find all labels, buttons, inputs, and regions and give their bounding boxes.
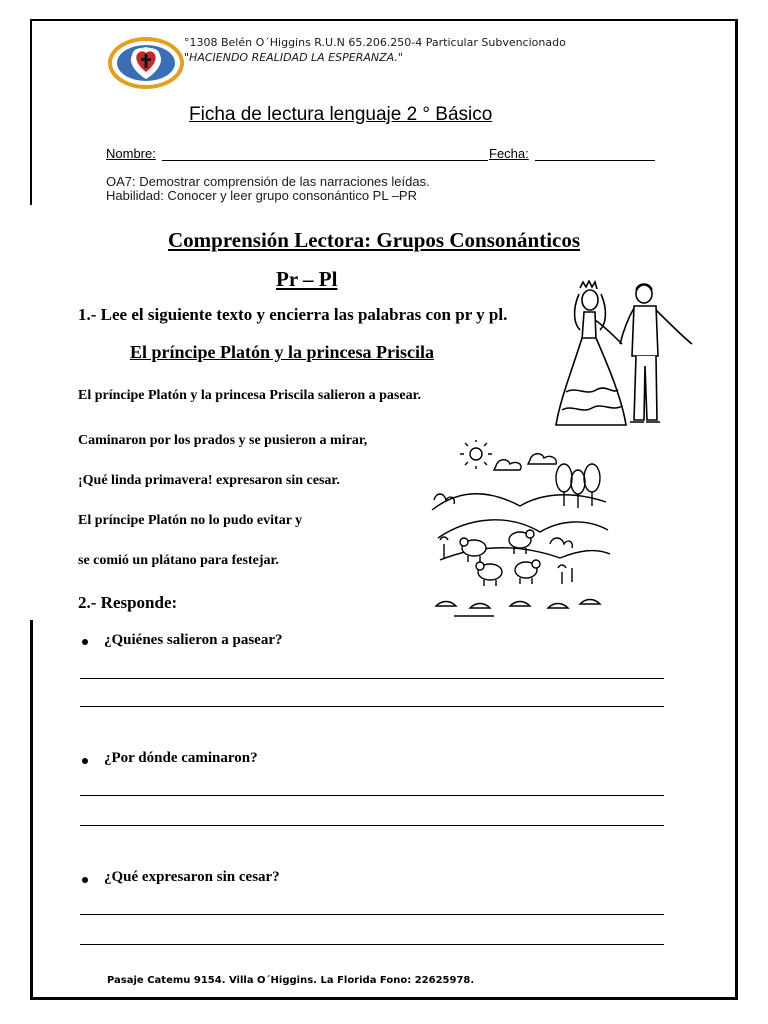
consonant-group-subtitle: Pr – Pl (276, 267, 338, 291)
school-address: Pasaje Catemu 9154. Villa O´Higgins. La Florida Fono: 22625978. (107, 975, 475, 986)
story-line: Caminaron por los prados y se pusieron a mirar, (78, 433, 368, 448)
date-label: Fecha: (489, 146, 529, 161)
learning-objective: OA7: Demostrar comprensión de las narraciones leídas. (106, 174, 430, 189)
instruction-2: 2.- Responde: (78, 593, 178, 612)
answer-line[interactable] (80, 944, 664, 945)
story-line: ¡Qué linda primavera! expresaron sin cesar. (78, 473, 340, 488)
frame-left-lower (30, 620, 33, 1000)
story-line: El príncipe Platón no lo pudo evitar y (78, 513, 303, 528)
answer-line[interactable] (80, 795, 664, 796)
frame-right (735, 19, 738, 1000)
name-field[interactable] (162, 160, 488, 161)
skill-text: Habilidad: Conocer y leer grupo consonántico PL –PR (106, 188, 417, 203)
school-info: °1308 Belén O´Higgins R.U.N 65.206.250-4 Particular Subvencionado (184, 36, 566, 49)
story-line: El príncipe Platón y la princesa Priscila salieron a pasear. (78, 388, 421, 403)
answer-line[interactable] (80, 914, 664, 915)
story-line: se comió un plátano para festejar. (78, 553, 279, 568)
name-label: Nombre: (106, 146, 156, 161)
school-seal-icon (106, 35, 186, 91)
worksheet-title: Ficha de lectura lenguaje 2 ° Básico (189, 104, 493, 125)
frame-left-upper (30, 19, 32, 205)
instruction-1: 1.- Lee el siguiente texto y encierra las palabras con pr y pl. (78, 305, 508, 324)
answer-line[interactable] (80, 825, 664, 826)
answer-line[interactable] (80, 706, 664, 707)
bullet-icon (82, 877, 88, 883)
story-title: El príncipe Platón y la princesa Priscila (130, 342, 434, 362)
question-1: ¿Quiénes salieron a pasear? (104, 632, 283, 648)
school-motto: "HACIENDO REALIDAD LA ESPERANZA." (184, 51, 403, 64)
prince-princess-illustration (552, 280, 702, 428)
date-field[interactable] (535, 160, 655, 161)
bullet-icon (82, 639, 88, 645)
answer-line[interactable] (80, 678, 664, 679)
meadow-sheep-illustration (430, 440, 612, 620)
question-2: ¿Por dónde caminaron? (104, 750, 258, 766)
frame-bottom (30, 997, 737, 1000)
comprehension-title: Comprensión Lectora: Grupos Consonánticos (168, 228, 581, 252)
question-3: ¿Qué expresaron sin cesar? (104, 869, 280, 885)
bullet-icon (82, 758, 88, 764)
frame-top (30, 19, 737, 21)
